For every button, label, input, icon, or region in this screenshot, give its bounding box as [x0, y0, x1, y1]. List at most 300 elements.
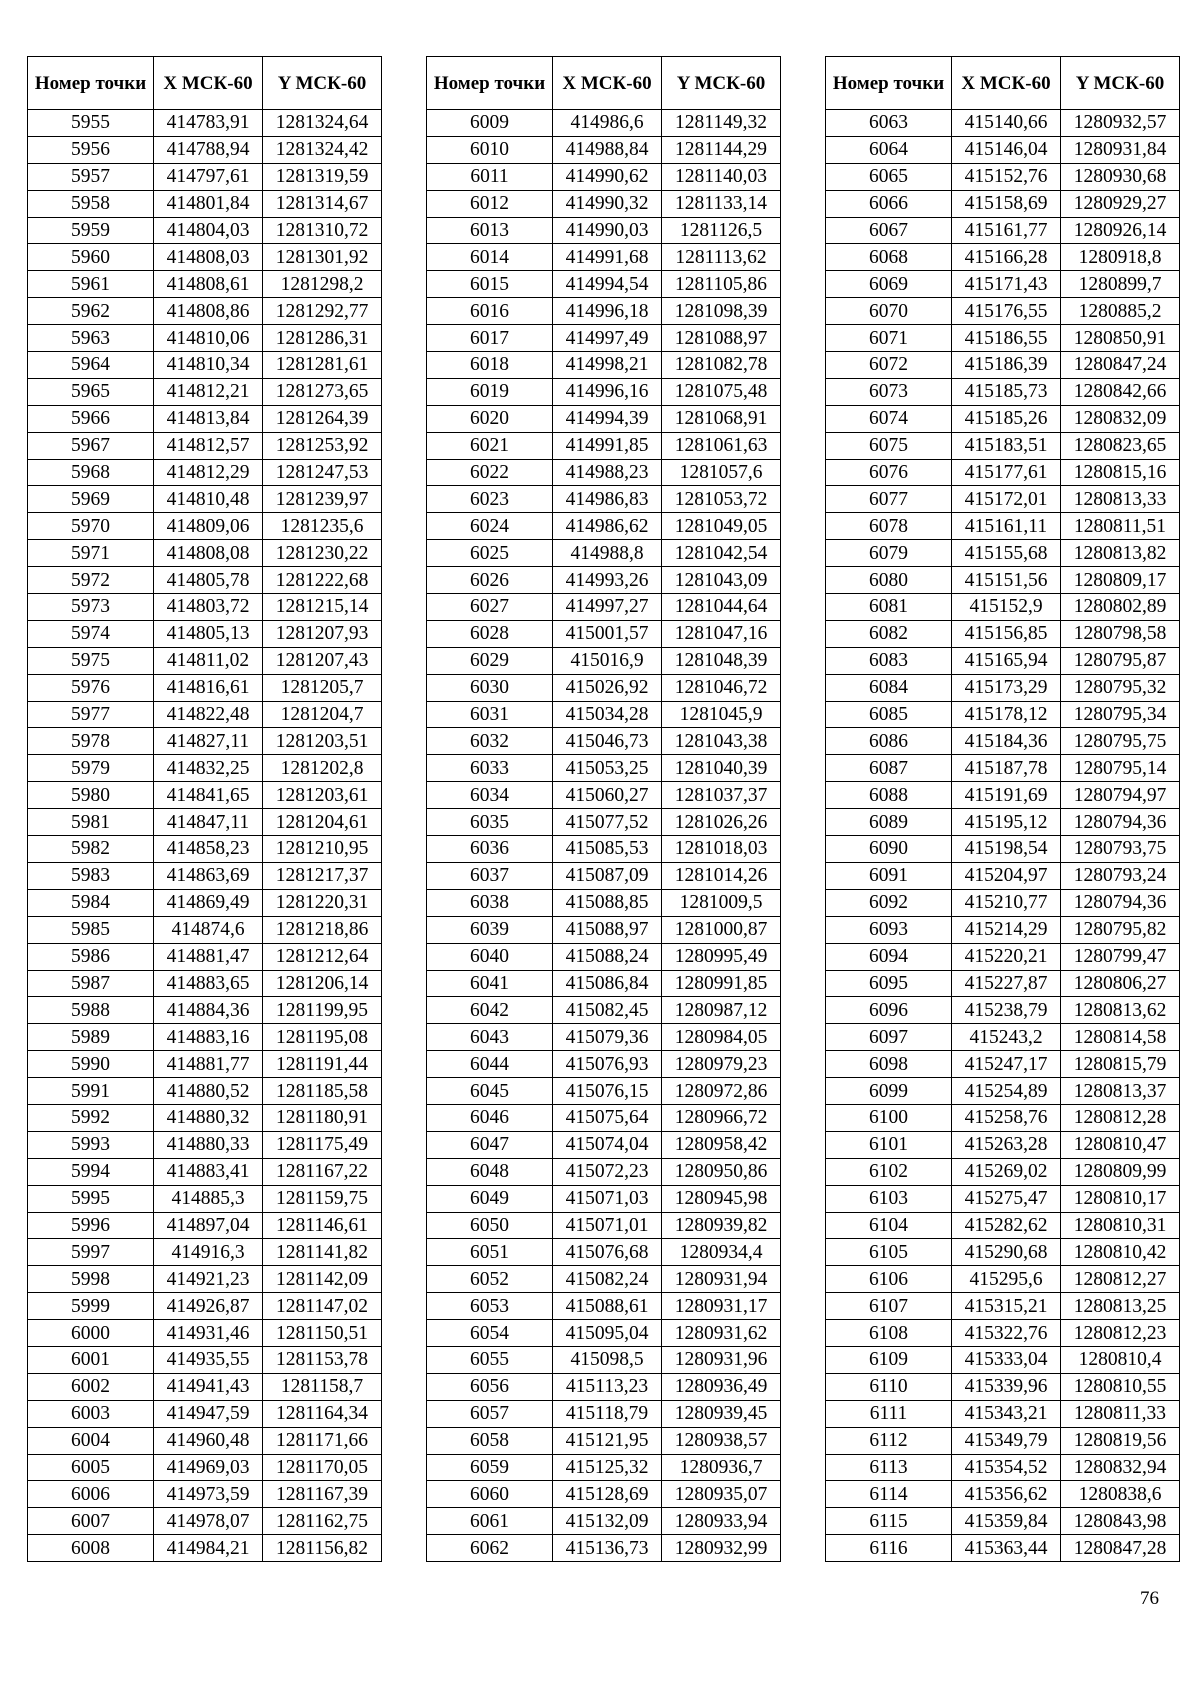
table-row: [427, 1373, 781, 1400]
table-row: [427, 1481, 781, 1508]
x-coordinate-cell: 414812,57: [154, 432, 263, 459]
table-row: [28, 647, 382, 674]
point-number-cell: 6018: [427, 352, 553, 379]
x-coordinate-cell: 414880,52: [154, 1078, 263, 1105]
point-number-cell: 6094: [826, 943, 952, 970]
y-coordinate-cell: 1281000,87: [662, 916, 781, 943]
table-row: [427, 1346, 781, 1373]
x-coordinate-cell: 414801,84: [154, 190, 263, 217]
y-coordinate-cell: 1281113,62: [662, 244, 781, 271]
y-coordinate-cell: 1281191,44: [263, 1051, 382, 1078]
y-coordinate-cell: 1281167,22: [263, 1158, 382, 1185]
y-coordinate-cell: 1281057,6: [662, 459, 781, 486]
table-row: [427, 325, 781, 352]
y-coordinate-cell: 1280815,79: [1061, 1051, 1180, 1078]
x-coordinate-cell: 414883,41: [154, 1158, 263, 1185]
x-coordinate-cell: 414991,68: [553, 244, 662, 271]
table-row: [28, 513, 382, 540]
page-number: 76: [1140, 1588, 1159, 1609]
x-coordinate-cell: 414810,06: [154, 325, 263, 352]
table-row: [427, 916, 781, 943]
point-number-cell: 5983: [28, 862, 154, 889]
point-number-cell: 6010: [427, 136, 553, 163]
x-coordinate-cell: 414931,46: [154, 1320, 263, 1347]
y-coordinate-cell: 1281162,75: [263, 1508, 382, 1535]
y-coordinate-cell: 1281153,78: [263, 1346, 382, 1373]
table-row: [427, 110, 781, 137]
y-coordinate-cell: 1281068,91: [662, 405, 781, 432]
y-coordinate-cell: 1281149,32: [662, 110, 781, 137]
coordinates-table-1: [27, 56, 382, 1562]
x-coordinate-cell: 415082,24: [553, 1266, 662, 1293]
y-coordinate-cell: 1280795,34: [1061, 701, 1180, 728]
y-coordinate-cell: 1280931,84: [1061, 136, 1180, 163]
table-row: [826, 567, 1180, 594]
x-coordinate-cell: 415072,23: [553, 1158, 662, 1185]
table-row: [427, 889, 781, 916]
point-number-cell: 6023: [427, 486, 553, 513]
table-row: [28, 1266, 382, 1293]
x-coordinate-cell: 415077,52: [553, 809, 662, 836]
y-coordinate-cell: 1281298,2: [263, 271, 382, 298]
x-coordinate-cell: 414986,83: [553, 486, 662, 513]
table-row: [427, 352, 781, 379]
x-coordinate-cell: 415088,85: [553, 889, 662, 916]
table-row: [28, 1185, 382, 1212]
y-coordinate-cell: 1280794,36: [1061, 809, 1180, 836]
x-coordinate-cell: 415075,64: [553, 1104, 662, 1131]
y-coordinate-cell: 1281049,05: [662, 513, 781, 540]
point-number-cell: 6015: [427, 271, 553, 298]
point-number-cell: 5976: [28, 674, 154, 701]
x-coordinate-cell: 415186,39: [952, 352, 1061, 379]
x-coordinate-cell: 415176,55: [952, 298, 1061, 325]
x-coordinate-cell: 414941,43: [154, 1373, 263, 1400]
y-coordinate-cell: 1280794,97: [1061, 782, 1180, 809]
x-coordinate-cell: 414921,23: [154, 1266, 263, 1293]
y-coordinate-cell: 1280798,58: [1061, 620, 1180, 647]
point-number-cell: 6102: [826, 1158, 952, 1185]
point-number-cell: 5962: [28, 298, 154, 325]
point-number-cell: 5969: [28, 486, 154, 513]
point-number-cell: 6073: [826, 378, 952, 405]
x-coordinate-cell: 414816,61: [154, 674, 263, 701]
table-row: [28, 190, 382, 217]
point-number-cell: 6019: [427, 378, 553, 405]
point-number-cell: 6050: [427, 1212, 553, 1239]
x-coordinate-cell: 414809,06: [154, 513, 263, 540]
table-row: [28, 1400, 382, 1427]
y-coordinate-cell: 1281324,64: [263, 110, 382, 137]
x-coordinate-cell: 415220,21: [952, 943, 1061, 970]
point-number-cell: 6083: [826, 647, 952, 674]
point-number-cell: 6008: [28, 1535, 154, 1562]
table-row: [28, 594, 382, 621]
table-row: [427, 1024, 781, 1051]
point-number-cell: 6109: [826, 1346, 952, 1373]
y-coordinate-cell: 1281220,31: [263, 889, 382, 916]
table-row: [28, 701, 382, 728]
y-coordinate-cell: 1281158,7: [263, 1373, 382, 1400]
point-number-cell: 5982: [28, 836, 154, 863]
point-number-cell: 6000: [28, 1320, 154, 1347]
point-number-cell: 6076: [826, 459, 952, 486]
point-number-cell: 5970: [28, 513, 154, 540]
y-coordinate-cell: 1281098,39: [662, 298, 781, 325]
x-coordinate-cell: 415282,62: [952, 1212, 1061, 1239]
point-number-cell: 6081: [826, 594, 952, 621]
point-number-cell: 6086: [826, 728, 952, 755]
y-coordinate-cell: 1280813,25: [1061, 1293, 1180, 1320]
x-coordinate-cell: 414884,36: [154, 997, 263, 1024]
x-coordinate-cell: 415183,51: [952, 432, 1061, 459]
table-row: [427, 459, 781, 486]
y-coordinate-cell: 1280850,91: [1061, 325, 1180, 352]
table-row: [826, 405, 1180, 432]
x-coordinate-cell: 415184,36: [952, 728, 1061, 755]
table-row: [826, 1239, 1180, 1266]
point-number-cell: 6100: [826, 1104, 952, 1131]
table-row: [427, 1212, 781, 1239]
table-row: [28, 352, 382, 379]
x-coordinate-cell: 414973,59: [154, 1481, 263, 1508]
table-row: [28, 1239, 382, 1266]
point-number-cell: 5984: [28, 889, 154, 916]
table-row: [427, 1158, 781, 1185]
point-number-cell: 6061: [427, 1508, 553, 1535]
y-coordinate-cell: 1281206,14: [263, 970, 382, 997]
table-row: [826, 782, 1180, 809]
point-number-cell: 5965: [28, 378, 154, 405]
point-number-cell: 6012: [427, 190, 553, 217]
x-coordinate-cell: 415198,54: [952, 836, 1061, 863]
point-number-cell: 6029: [427, 647, 553, 674]
x-coordinate-cell: 414805,13: [154, 620, 263, 647]
y-coordinate-cell: 1281047,16: [662, 620, 781, 647]
table-row: [28, 540, 382, 567]
table-row: [28, 1427, 382, 1454]
point-number-cell: 6071: [826, 325, 952, 352]
x-coordinate-cell: 414926,87: [154, 1293, 263, 1320]
table-row: [427, 540, 781, 567]
table-row: [427, 1535, 781, 1562]
table-row: [28, 755, 382, 782]
y-coordinate-cell: 1281156,82: [263, 1535, 382, 1562]
table-row: [427, 217, 781, 244]
x-coordinate-cell: 415001,57: [553, 620, 662, 647]
point-number-cell: 6069: [826, 271, 952, 298]
x-coordinate-cell: 414841,65: [154, 782, 263, 809]
table-row: [826, 352, 1180, 379]
y-coordinate-cell: 1280819,56: [1061, 1427, 1180, 1454]
table-row: [28, 943, 382, 970]
table-row: [427, 970, 781, 997]
point-number-cell: 5957: [28, 163, 154, 190]
table-row: [826, 190, 1180, 217]
y-coordinate-cell: 1280814,58: [1061, 1024, 1180, 1051]
table-row: [28, 567, 382, 594]
point-number-cell: 6056: [427, 1373, 553, 1400]
table-row: [28, 298, 382, 325]
point-number-cell: 5960: [28, 244, 154, 271]
y-coordinate-cell: 1281170,05: [263, 1454, 382, 1481]
point-number-cell: 6054: [427, 1320, 553, 1347]
table-row: [826, 540, 1180, 567]
table-row: [427, 620, 781, 647]
y-coordinate-cell: 1281264,39: [263, 405, 382, 432]
point-number-cell: 6060: [427, 1481, 553, 1508]
x-coordinate-cell: 415165,94: [952, 647, 1061, 674]
point-number-cell: 6003: [28, 1400, 154, 1427]
y-coordinate-cell: 1280813,62: [1061, 997, 1180, 1024]
point-number-cell: 6067: [826, 217, 952, 244]
y-coordinate-cell: 1281310,72: [263, 217, 382, 244]
y-coordinate-cell: 1280931,96: [662, 1346, 781, 1373]
y-coordinate-cell: 1281235,6: [263, 513, 382, 540]
table-row: [427, 1239, 781, 1266]
table-row: [427, 486, 781, 513]
table-row: [28, 217, 382, 244]
x-coordinate-cell: 414880,32: [154, 1104, 263, 1131]
table-row: [427, 1185, 781, 1212]
x-coordinate-cell: 414998,21: [553, 352, 662, 379]
table-row: [28, 163, 382, 190]
y-coordinate-cell: 1280795,75: [1061, 728, 1180, 755]
point-number-cell: 5964: [28, 352, 154, 379]
x-coordinate-cell: 414988,23: [553, 459, 662, 486]
point-number-cell: 6074: [826, 405, 952, 432]
x-coordinate-cell: 414803,72: [154, 594, 263, 621]
point-number-cell: 6070: [826, 298, 952, 325]
x-coordinate-cell: 415140,66: [952, 110, 1061, 137]
y-coordinate-cell: 1281281,61: [263, 352, 382, 379]
table-row: [28, 1078, 382, 1105]
table-row: [28, 136, 382, 163]
y-coordinate-cell: 1280945,98: [662, 1185, 781, 1212]
point-number-cell: 6005: [28, 1454, 154, 1481]
y-coordinate-cell: 1281045,9: [662, 701, 781, 728]
x-coordinate-cell: 415151,56: [952, 567, 1061, 594]
table-row: [28, 486, 382, 513]
x-coordinate-cell: 415088,97: [553, 916, 662, 943]
table-row: [28, 862, 382, 889]
x-coordinate-cell: 414994,54: [553, 271, 662, 298]
point-number-cell: 6088: [826, 782, 952, 809]
point-number-cell: 6105: [826, 1239, 952, 1266]
table-row: [427, 1508, 781, 1535]
point-number-cell: 6097: [826, 1024, 952, 1051]
point-number-cell: 6106: [826, 1266, 952, 1293]
x-coordinate-cell: 415315,21: [952, 1293, 1061, 1320]
point-number-cell: 6064: [826, 136, 952, 163]
x-coordinate-cell: 415243,2: [952, 1024, 1061, 1051]
point-number-cell: 6068: [826, 244, 952, 271]
y-coordinate-cell: 1280838,6: [1061, 1481, 1180, 1508]
table-row: [427, 244, 781, 271]
x-coordinate-cell: 415172,01: [952, 486, 1061, 513]
table-row: [826, 1481, 1180, 1508]
x-coordinate-cell: 414996,18: [553, 298, 662, 325]
y-coordinate-cell: 1281048,39: [662, 647, 781, 674]
table-row: [826, 136, 1180, 163]
x-coordinate-cell: 415191,69: [952, 782, 1061, 809]
table-row: [826, 1346, 1180, 1373]
y-coordinate-cell: 1281195,08: [263, 1024, 382, 1051]
y-coordinate-cell: 1280885,2: [1061, 298, 1180, 325]
y-coordinate-cell: 1281044,64: [662, 594, 781, 621]
table-row: [427, 1104, 781, 1131]
y-coordinate-cell: 1280802,89: [1061, 594, 1180, 621]
x-coordinate-cell: 415155,68: [952, 540, 1061, 567]
table-row: [28, 1158, 382, 1185]
x-coordinate-cell: 415156,85: [952, 620, 1061, 647]
x-coordinate-cell: 415333,04: [952, 1346, 1061, 1373]
x-coordinate-cell: 415071,01: [553, 1212, 662, 1239]
table-header-row: [28, 57, 382, 110]
y-coordinate-cell: 1280810,55: [1061, 1373, 1180, 1400]
x-coordinate-cell: 414916,3: [154, 1239, 263, 1266]
table-row: [427, 163, 781, 190]
y-coordinate-cell: 1280799,47: [1061, 943, 1180, 970]
point-number-cell: 5992: [28, 1104, 154, 1131]
y-coordinate-cell: 1281202,8: [263, 755, 382, 782]
point-number-cell: 5985: [28, 916, 154, 943]
point-number-cell: 6021: [427, 432, 553, 459]
x-coordinate-cell: 415146,04: [952, 136, 1061, 163]
point-number-cell: 5977: [28, 701, 154, 728]
header-y-coordinate: Y МСК-60: [662, 57, 781, 110]
table-row: [826, 1158, 1180, 1185]
y-coordinate-cell: 1281301,92: [263, 244, 382, 271]
point-number-cell: 5961: [28, 271, 154, 298]
table-row: [28, 1481, 382, 1508]
y-coordinate-cell: 1280843,98: [1061, 1508, 1180, 1535]
y-coordinate-cell: 1281239,97: [263, 486, 382, 513]
table-row: [28, 1051, 382, 1078]
table-row: [826, 1266, 1180, 1293]
table-row: [826, 1104, 1180, 1131]
x-coordinate-cell: 415204,97: [952, 862, 1061, 889]
y-coordinate-cell: 1281046,72: [662, 674, 781, 701]
x-coordinate-cell: 414827,11: [154, 728, 263, 755]
point-number-cell: 5968: [28, 459, 154, 486]
y-coordinate-cell: 1280794,36: [1061, 889, 1180, 916]
y-coordinate-cell: 1280811,33: [1061, 1400, 1180, 1427]
point-number-cell: 6098: [826, 1051, 952, 1078]
x-coordinate-cell: 414897,04: [154, 1212, 263, 1239]
point-number-cell: 5980: [28, 782, 154, 809]
point-number-cell: 5979: [28, 755, 154, 782]
point-number-cell: 5989: [28, 1024, 154, 1051]
point-number-cell: 5956: [28, 136, 154, 163]
y-coordinate-cell: 1280926,14: [1061, 217, 1180, 244]
x-coordinate-cell: 415161,11: [952, 513, 1061, 540]
x-coordinate-cell: 414990,03: [553, 217, 662, 244]
table-row: [826, 836, 1180, 863]
table-row: [826, 513, 1180, 540]
point-number-cell: 6063: [826, 110, 952, 137]
x-coordinate-cell: 415158,69: [952, 190, 1061, 217]
point-number-cell: 6011: [427, 163, 553, 190]
y-coordinate-cell: 1281222,68: [263, 567, 382, 594]
point-number-cell: 6032: [427, 728, 553, 755]
table-row: [826, 1454, 1180, 1481]
table-row: [826, 1131, 1180, 1158]
point-number-cell: 5988: [28, 997, 154, 1024]
x-coordinate-cell: 415095,04: [553, 1320, 662, 1347]
table-row: [427, 405, 781, 432]
table-row: [28, 1131, 382, 1158]
point-number-cell: 6047: [427, 1131, 553, 1158]
y-coordinate-cell: 1281082,78: [662, 352, 781, 379]
point-number-cell: 5998: [28, 1266, 154, 1293]
x-coordinate-cell: 415026,92: [553, 674, 662, 701]
table-row: [826, 889, 1180, 916]
table-row: [427, 298, 781, 325]
x-coordinate-cell: 414996,16: [553, 378, 662, 405]
table-row: [28, 620, 382, 647]
y-coordinate-cell: 1280810,17: [1061, 1185, 1180, 1212]
point-number-cell: 5987: [28, 970, 154, 997]
y-coordinate-cell: 1280936,49: [662, 1373, 781, 1400]
y-coordinate-cell: 1280810,4: [1061, 1346, 1180, 1373]
y-coordinate-cell: 1281105,86: [662, 271, 781, 298]
x-coordinate-cell: 415128,69: [553, 1481, 662, 1508]
point-number-cell: 6013: [427, 217, 553, 244]
point-number-cell: 6030: [427, 674, 553, 701]
point-number-cell: 6111: [826, 1400, 952, 1427]
table-row: [28, 325, 382, 352]
point-number-cell: 6107: [826, 1293, 952, 1320]
point-number-cell: 6020: [427, 405, 553, 432]
x-coordinate-cell: 415210,77: [952, 889, 1061, 916]
point-number-cell: 6072: [826, 352, 952, 379]
table-row: [427, 701, 781, 728]
y-coordinate-cell: 1280842,66: [1061, 378, 1180, 405]
x-coordinate-cell: 415339,96: [952, 1373, 1061, 1400]
table-row: [427, 943, 781, 970]
point-number-cell: 6114: [826, 1481, 952, 1508]
y-coordinate-cell: 1280918,8: [1061, 244, 1180, 271]
point-number-cell: 6089: [826, 809, 952, 836]
point-number-cell: 5997: [28, 1239, 154, 1266]
y-coordinate-cell: 1280930,68: [1061, 163, 1180, 190]
table-row: [28, 432, 382, 459]
point-number-cell: 6101: [826, 1131, 952, 1158]
table-row: [427, 809, 781, 836]
table-row: [28, 1508, 382, 1535]
x-coordinate-cell: 415136,73: [553, 1535, 662, 1562]
x-coordinate-cell: 414988,84: [553, 136, 662, 163]
table-row: [28, 916, 382, 943]
y-coordinate-cell: 1280939,82: [662, 1212, 781, 1239]
x-coordinate-cell: 415076,15: [553, 1078, 662, 1105]
y-coordinate-cell: 1281037,37: [662, 782, 781, 809]
point-number-cell: 6051: [427, 1239, 553, 1266]
table-row: [826, 997, 1180, 1024]
table-row: [427, 1454, 781, 1481]
x-coordinate-cell: 415363,44: [952, 1535, 1061, 1562]
table-row: [427, 567, 781, 594]
y-coordinate-cell: 1280950,86: [662, 1158, 781, 1185]
point-number-cell: 5973: [28, 594, 154, 621]
y-coordinate-cell: 1281061,63: [662, 432, 781, 459]
x-coordinate-cell: 414947,59: [154, 1400, 263, 1427]
y-coordinate-cell: 1281247,53: [263, 459, 382, 486]
x-coordinate-cell: 415085,53: [553, 836, 662, 863]
y-coordinate-cell: 1281164,34: [263, 1400, 382, 1427]
point-number-cell: 6035: [427, 809, 553, 836]
